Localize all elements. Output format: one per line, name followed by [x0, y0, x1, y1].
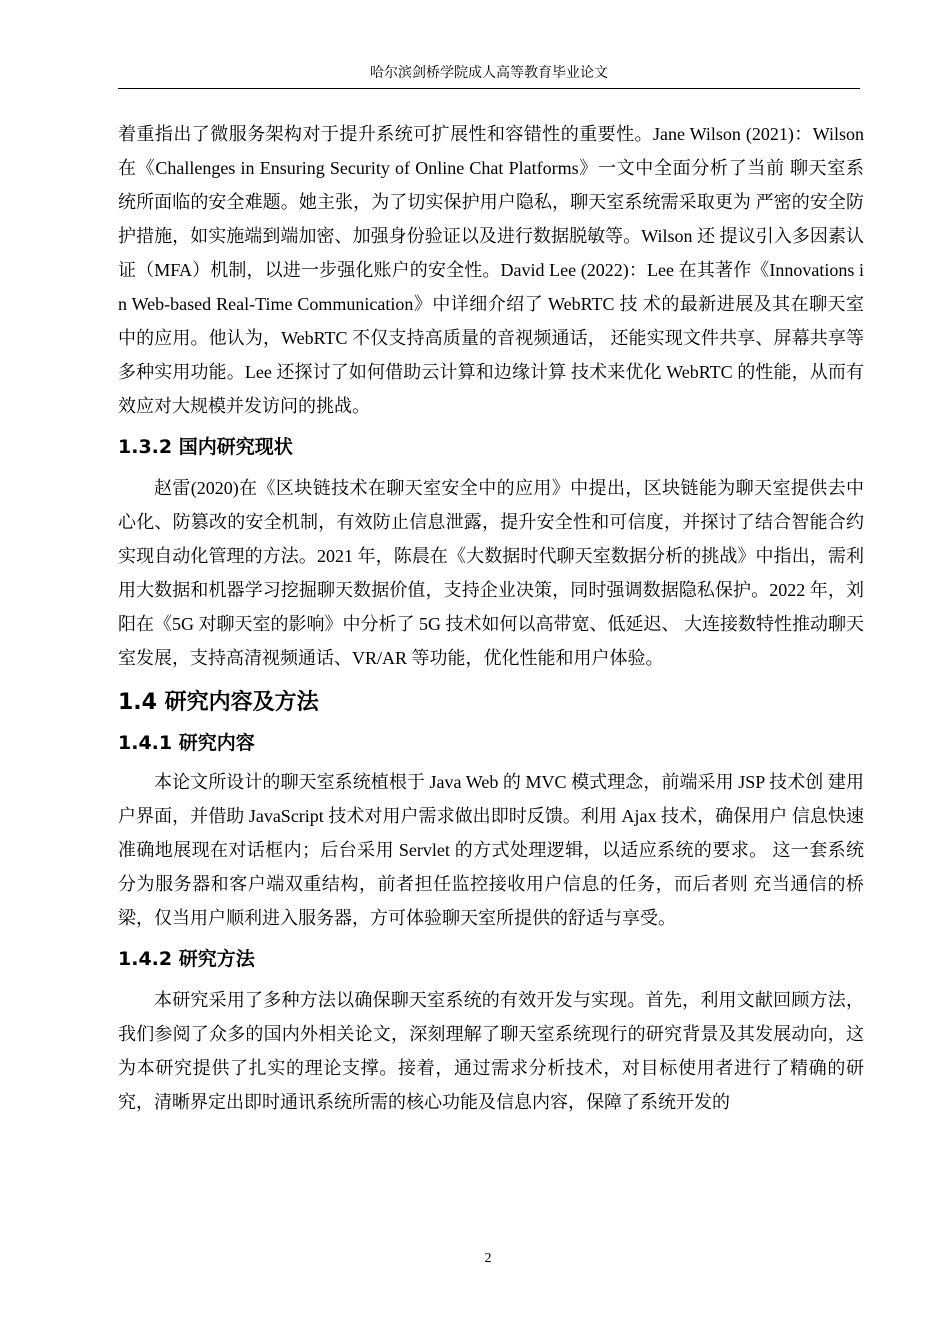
heading-research-methods: 1.4.2 研究方法 — [118, 948, 255, 970]
document-body — [118, 117, 864, 1119]
heading-research-content-and-methods: 1.4 研究内容及方法 — [118, 690, 319, 715]
heading-research-content: 1.4.1 研究内容 — [118, 732, 255, 754]
page-number: 2 — [484, 1251, 492, 1266]
paragraph-research-methods: 本研究采用了多种方法以确保聊天室系统的有效开发与实现。首先，利用文献回顾方法，我们参阅了众多的国内外相关论文，深刻理解了聊天室系统现行的研究背景及其发展动向，这为本研究提供了扎实的理论支撑。接着，通过需求分析技术，对目标使用者进行了精确的研究，清晰界定出即时通讯系统所需的核心功能及信息内容，保障了系统开发的 — [118, 990, 864, 1112]
heading-domestic-research-status: 1.3.2 国内研究现状 — [118, 436, 293, 458]
page-header-title: 哈尔滨剑桥学院成人高等教育毕业论文 — [370, 66, 608, 81]
paragraph-research-content: 本论文所设计的聊天室系统植根于 Java Web 的 MVC 模式理念，前端采用 JSP 技术创 建用户界面，并借助 JavaScript 技术对用户需求做出即时反馈。利用 Ajax 技术，确保用户 信息快速准确地展现在对话框内；后台采用 Servlet 的方式处理逻辑，以适应系统的要求。 这一套系统分为服务器和客户端双重结构，前者担任监控接收用户信息的任务，而后者则 充当通信的桥梁，仅当用户顺利进入服务器，方可体验聊天室所提供的舒适与享受。 — [118, 772, 864, 928]
paragraph-foreign-research-continued: 着重指出了微服务架构对于提升系统可扩展性和容错性的重要性。Jane Wilson (2021)：Wilson 在《Challenges in Ensuring Security of Online Chat Platforms》一文中全面分析了当前 聊天室系统所面临的安全难题。她主张，为了切实保护用户隐私，聊天室系统需采取更为 严密的安全防护措施，如实施端到端加密、加强身份验证以及进行数据脱敏等。Wilson 还 提议引入多因素认证（MFA）机制，以进一步强化账户的安全性。David Lee (2022)：Lee 在其著作《Innovations in Web-based Real-Time Communication》中详细介绍了 WebRTC 技 术的最新进展及其在聊天室中的应用。他认为，WebRTC 不仅支持高质量的音视频通话， 还能实现文件共享、屏幕共享等多种实用功能。Lee 还探讨了如何借助云计算和边缘计算 技术来优化 WebRTC 的性能，从而有效应对大规模并发访问的挑战。 — [118, 124, 864, 416]
paragraph-domestic-research: 赵雷(2020)在《区块链技术在聊天室安全中的应用》中提出，区块链能为聊天室提供去中心化、防篡改的安全机制，有效防止信息泄露，提升安全性和可信度，并探讨了结合智能合约实现自动化管理的方法。2021 年，陈晨在《大数据时代聊天室数据分析的挑战》中指出，需利用大数据和机器学习挖掘聊天数据价值，支持企业决策，同时强调数据隐私保护。2022 年，刘阳在《5G 对聊天室的影响》中分析了 5G 技术如何以高带宽、低延迟、 大连接数特性推动聊天室发展，支持高清视频通话、VR/AR 等功能，优化性能和用户体验。 — [118, 478, 865, 668]
header-divider — [118, 88, 860, 89]
